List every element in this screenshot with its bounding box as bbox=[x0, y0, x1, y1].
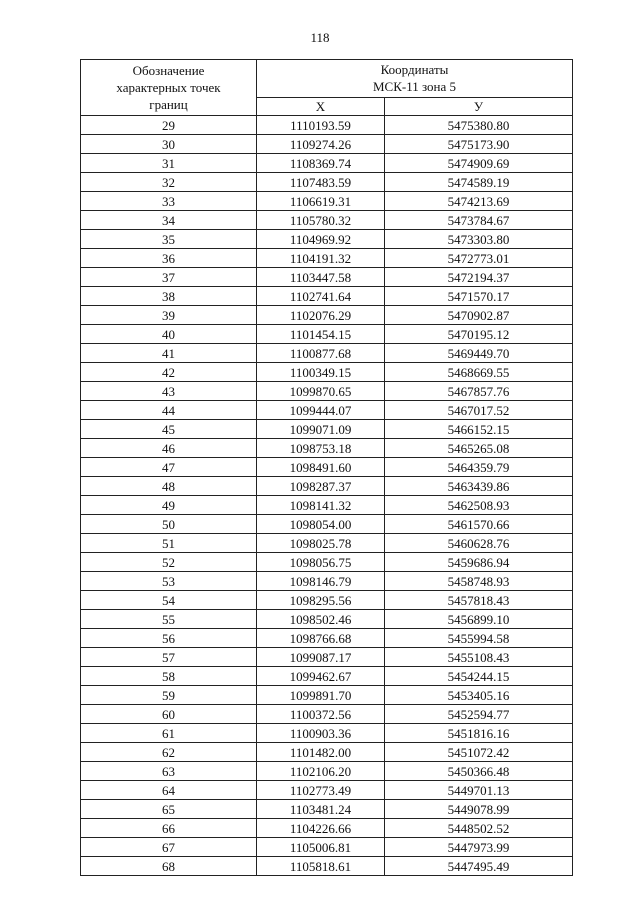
coordinates-header-line-2: МСК-11 зона 5 bbox=[372, 79, 457, 94]
y-coordinate-cell: 5448502.52 bbox=[385, 819, 573, 838]
table-row bbox=[81, 230, 573, 249]
table-row bbox=[81, 724, 573, 743]
y-coordinate-cell: 5455108.43 bbox=[385, 648, 573, 667]
table-row bbox=[81, 838, 573, 857]
y-coordinate-cell: 5468669.55 bbox=[385, 363, 573, 382]
point-cell: 45 bbox=[81, 420, 257, 439]
table-row bbox=[81, 553, 573, 572]
table-row bbox=[81, 800, 573, 819]
page-number: 118 bbox=[310, 30, 330, 45]
x-coordinate-cell: 1104226.66 bbox=[257, 819, 385, 838]
point-cell: 48 bbox=[81, 477, 257, 496]
y-coordinate-cell: 5451072.42 bbox=[385, 743, 573, 762]
point-cell: 31 bbox=[81, 154, 257, 173]
y-coordinate-cell: 5465265.08 bbox=[385, 439, 573, 458]
y-coordinate-cell: 5462508.93 bbox=[385, 496, 573, 515]
x-coordinate-cell: 1099087.17 bbox=[257, 648, 385, 667]
y-coordinate-cell: 5463439.86 bbox=[385, 477, 573, 496]
point-cell: 39 bbox=[81, 306, 257, 325]
point-cell: 51 bbox=[81, 534, 257, 553]
point-cell: 56 bbox=[81, 629, 257, 648]
point-cell: 49 bbox=[81, 496, 257, 515]
x-coordinate-cell: 1105780.32 bbox=[257, 211, 385, 230]
point-cell: 35 bbox=[81, 230, 257, 249]
y-coordinate-cell: 5451816.16 bbox=[385, 724, 573, 743]
point-cell: 43 bbox=[81, 382, 257, 401]
x-coordinate-cell: 1100903.36 bbox=[257, 724, 385, 743]
table-row bbox=[81, 857, 573, 876]
table-row bbox=[81, 116, 573, 135]
table-row bbox=[81, 762, 573, 781]
table-row bbox=[81, 629, 573, 648]
y-coordinate-cell: 5470902.87 bbox=[385, 306, 573, 325]
designation-header-line-1: Обозначение bbox=[132, 63, 205, 78]
y-coordinate-cell: 5459686.94 bbox=[385, 553, 573, 572]
x-coordinate-cell: 1105818.61 bbox=[257, 857, 385, 876]
point-cell: 60 bbox=[81, 705, 257, 724]
table-row bbox=[81, 287, 573, 306]
x-coordinate-cell: 1100349.15 bbox=[257, 363, 385, 382]
table-row bbox=[81, 439, 573, 458]
table-row bbox=[81, 515, 573, 534]
y-coordinate-cell: 5474213.69 bbox=[385, 192, 573, 211]
x-coordinate-cell: 1107483.59 bbox=[257, 173, 385, 192]
y-coordinate-cell: 5471570.17 bbox=[385, 287, 573, 306]
point-cell: 59 bbox=[81, 686, 257, 705]
y-coordinate-cell: 5447973.99 bbox=[385, 838, 573, 857]
x-coordinate-cell: 1106619.31 bbox=[257, 192, 385, 211]
x-coordinate-cell: 1099444.07 bbox=[257, 401, 385, 420]
x-coordinate-cell: 1098766.68 bbox=[257, 629, 385, 648]
point-cell: 46 bbox=[81, 439, 257, 458]
point-cell: 63 bbox=[81, 762, 257, 781]
coordinates-header bbox=[257, 60, 573, 98]
point-cell: 33 bbox=[81, 192, 257, 211]
designation-header-line-3: границ bbox=[149, 97, 188, 112]
table-row bbox=[81, 344, 573, 363]
y-coordinate-cell: 5458748.93 bbox=[385, 572, 573, 591]
x-coordinate-cell: 1098146.79 bbox=[257, 572, 385, 591]
x-coordinate-cell: 1102076.29 bbox=[257, 306, 385, 325]
x-coordinate-cell: 1101482.00 bbox=[257, 743, 385, 762]
designation-header-line-2: характерных точек bbox=[116, 80, 221, 95]
x-coordinate-cell: 1101454.15 bbox=[257, 325, 385, 344]
x-coordinate-cell: 1098502.46 bbox=[257, 610, 385, 629]
y-coordinate-cell: 5475173.90 bbox=[385, 135, 573, 154]
x-coordinate-cell: 1103447.58 bbox=[257, 268, 385, 287]
point-cell: 50 bbox=[81, 515, 257, 534]
table-row bbox=[81, 496, 573, 515]
point-cell: 37 bbox=[81, 268, 257, 287]
x-coordinate-cell: 1099870.65 bbox=[257, 382, 385, 401]
y-coordinate-cell: 5450366.48 bbox=[385, 762, 573, 781]
table-row bbox=[81, 401, 573, 420]
table-row bbox=[81, 192, 573, 211]
y-coordinate-cell: 5467857.76 bbox=[385, 382, 573, 401]
point-cell: 40 bbox=[81, 325, 257, 344]
table-row bbox=[81, 572, 573, 591]
y-coordinate-cell: 5460628.76 bbox=[385, 534, 573, 553]
x-coordinate-cell: 1098295.56 bbox=[257, 591, 385, 610]
x-coordinate-cell: 1104969.92 bbox=[257, 230, 385, 249]
table-row bbox=[81, 781, 573, 800]
x-coordinate-cell: 1110193.59 bbox=[257, 116, 385, 135]
table-row bbox=[81, 249, 573, 268]
x-coordinate-cell: 1098056.75 bbox=[257, 553, 385, 572]
x-column-header: Х bbox=[257, 98, 385, 116]
y-coordinate-cell: 5473784.67 bbox=[385, 211, 573, 230]
point-cell: 57 bbox=[81, 648, 257, 667]
y-coordinate-cell: 5466152.15 bbox=[385, 420, 573, 439]
table-row bbox=[81, 610, 573, 629]
table-row bbox=[81, 477, 573, 496]
y-coordinate-cell: 5472773.01 bbox=[385, 249, 573, 268]
table-row bbox=[81, 211, 573, 230]
point-cell: 34 bbox=[81, 211, 257, 230]
table-header bbox=[81, 60, 573, 116]
point-cell: 52 bbox=[81, 553, 257, 572]
x-coordinate-cell: 1105006.81 bbox=[257, 838, 385, 857]
y-column-header: У bbox=[385, 98, 573, 116]
x-coordinate-cell: 1098753.18 bbox=[257, 439, 385, 458]
y-coordinate-cell: 5457818.43 bbox=[385, 591, 573, 610]
y-coordinate-cell: 5464359.79 bbox=[385, 458, 573, 477]
x-coordinate-cell: 1099071.09 bbox=[257, 420, 385, 439]
point-cell: 36 bbox=[81, 249, 257, 268]
point-cell: 47 bbox=[81, 458, 257, 477]
y-coordinate-cell: 5455994.58 bbox=[385, 629, 573, 648]
x-coordinate-cell: 1098491.60 bbox=[257, 458, 385, 477]
x-coordinate-cell: 1102773.49 bbox=[257, 781, 385, 800]
point-cell: 66 bbox=[81, 819, 257, 838]
x-coordinate-cell: 1098287.37 bbox=[257, 477, 385, 496]
table-row bbox=[81, 173, 573, 192]
x-coordinate-cell: 1109274.26 bbox=[257, 135, 385, 154]
point-cell: 41 bbox=[81, 344, 257, 363]
point-cell: 68 bbox=[81, 857, 257, 876]
y-coordinate-cell: 5447495.49 bbox=[385, 857, 573, 876]
table-row bbox=[81, 458, 573, 477]
point-cell: 32 bbox=[81, 173, 257, 192]
y-coordinate-cell: 5449701.13 bbox=[385, 781, 573, 800]
x-coordinate-cell: 1100372.56 bbox=[257, 705, 385, 724]
x-coordinate-cell: 1103481.24 bbox=[257, 800, 385, 819]
table-row bbox=[81, 268, 573, 287]
y-coordinate-cell: 5472194.37 bbox=[385, 268, 573, 287]
y-coordinate-cell: 5469449.70 bbox=[385, 344, 573, 363]
designation-header bbox=[81, 60, 257, 116]
x-coordinate-cell: 1108369.74 bbox=[257, 154, 385, 173]
table-row bbox=[81, 705, 573, 724]
point-cell: 61 bbox=[81, 724, 257, 743]
x-coordinate-cell: 1098141.32 bbox=[257, 496, 385, 515]
table-row bbox=[81, 420, 573, 439]
point-cell: 58 bbox=[81, 667, 257, 686]
table-row bbox=[81, 363, 573, 382]
table-row bbox=[81, 154, 573, 173]
point-cell: 62 bbox=[81, 743, 257, 762]
y-coordinate-cell: 5461570.66 bbox=[385, 515, 573, 534]
x-coordinate-cell: 1102106.20 bbox=[257, 762, 385, 781]
y-coordinate-cell: 5470195.12 bbox=[385, 325, 573, 344]
table-row bbox=[81, 382, 573, 401]
y-coordinate-cell: 5474909.69 bbox=[385, 154, 573, 173]
point-cell: 54 bbox=[81, 591, 257, 610]
x-coordinate-cell: 1102741.64 bbox=[257, 287, 385, 306]
coordinates-header-line-1: Координаты bbox=[380, 62, 449, 77]
table-body bbox=[81, 116, 573, 876]
point-cell: 53 bbox=[81, 572, 257, 591]
table-row bbox=[81, 135, 573, 154]
point-cell: 55 bbox=[81, 610, 257, 629]
point-cell: 67 bbox=[81, 838, 257, 857]
coordinates-table bbox=[80, 59, 573, 876]
x-coordinate-cell: 1104191.32 bbox=[257, 249, 385, 268]
y-coordinate-cell: 5473303.80 bbox=[385, 230, 573, 249]
point-cell: 64 bbox=[81, 781, 257, 800]
x-coordinate-cell: 1099891.70 bbox=[257, 686, 385, 705]
y-coordinate-cell: 5452594.77 bbox=[385, 705, 573, 724]
point-cell: 30 bbox=[81, 135, 257, 154]
point-cell: 42 bbox=[81, 363, 257, 382]
table-row bbox=[81, 325, 573, 344]
x-coordinate-cell: 1098025.78 bbox=[257, 534, 385, 553]
y-coordinate-cell: 5454244.15 bbox=[385, 667, 573, 686]
y-coordinate-cell: 5456899.10 bbox=[385, 610, 573, 629]
point-cell: 29 bbox=[81, 116, 257, 135]
table-row bbox=[81, 534, 573, 553]
point-cell: 44 bbox=[81, 401, 257, 420]
table-row bbox=[81, 743, 573, 762]
y-coordinate-cell: 5467017.52 bbox=[385, 401, 573, 420]
y-coordinate-cell: 5449078.99 bbox=[385, 800, 573, 819]
y-coordinate-cell: 5453405.16 bbox=[385, 686, 573, 705]
point-cell: 65 bbox=[81, 800, 257, 819]
x-coordinate-cell: 1099462.67 bbox=[257, 667, 385, 686]
y-coordinate-cell: 5475380.80 bbox=[385, 116, 573, 135]
point-cell: 38 bbox=[81, 287, 257, 306]
table-row bbox=[81, 686, 573, 705]
table-row bbox=[81, 306, 573, 325]
x-coordinate-cell: 1100877.68 bbox=[257, 344, 385, 363]
table-row bbox=[81, 667, 573, 686]
y-coordinate-cell: 5474589.19 bbox=[385, 173, 573, 192]
table-row bbox=[81, 819, 573, 838]
table-row bbox=[81, 591, 573, 610]
x-coordinate-cell: 1098054.00 bbox=[257, 515, 385, 534]
table-row bbox=[81, 648, 573, 667]
